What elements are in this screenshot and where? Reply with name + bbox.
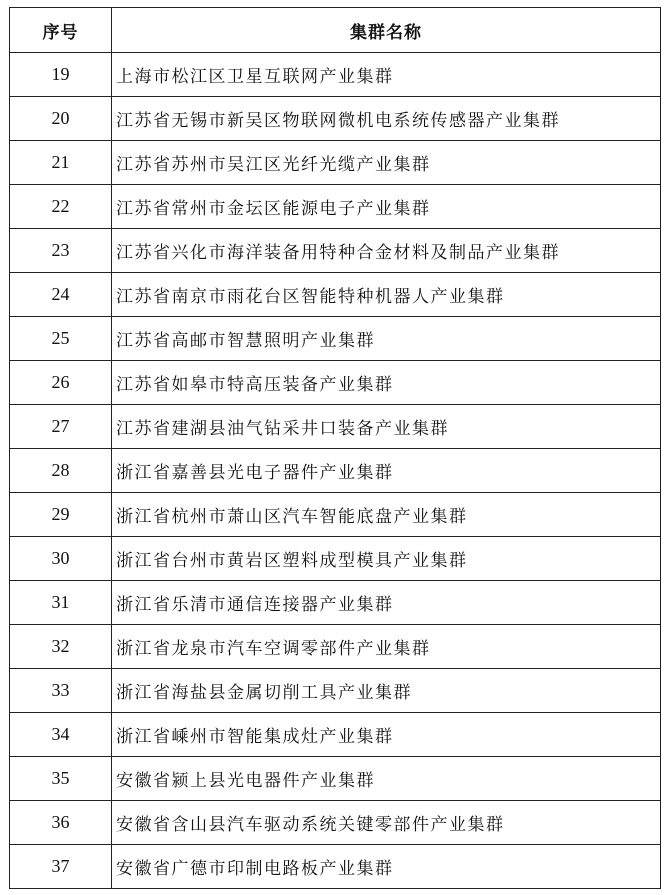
table-row: [10, 449, 661, 493]
row-number: 32: [10, 625, 112, 669]
row-number: 24: [10, 273, 112, 317]
cluster-name: 江苏省兴化市海洋装备用特种合金材料及制品产业集群: [112, 229, 661, 273]
table-row: [10, 713, 661, 757]
table-row: [10, 669, 661, 713]
cluster-name: 江苏省常州市金坛区能源电子产业集群: [112, 185, 661, 229]
cluster-name: 江苏省建湖县油气钻采井口装备产业集群: [112, 405, 661, 449]
cluster-name: 安徽省广德市印制电路板产业集群: [112, 845, 661, 889]
table-row: [10, 581, 661, 625]
cluster-name: 浙江省龙泉市汽车空调零部件产业集群: [112, 625, 661, 669]
cluster-name: 安徽省颍上县光电器件产业集群: [112, 757, 661, 801]
cluster-name: 江苏省高邮市智慧照明产业集群: [112, 317, 661, 361]
row-number: 21: [10, 141, 112, 185]
cluster-name: 江苏省苏州市吴江区光纤光缆产业集群: [112, 141, 661, 185]
table-row: [10, 537, 661, 581]
row-number: 28: [10, 449, 112, 493]
row-number: 22: [10, 185, 112, 229]
cluster-name: 江苏省如皋市特高压装备产业集群: [112, 361, 661, 405]
table-row: [10, 229, 661, 273]
table-row: [10, 97, 661, 141]
row-number: 25: [10, 317, 112, 361]
row-number: 23: [10, 229, 112, 273]
row-number: 30: [10, 537, 112, 581]
row-number: 35: [10, 757, 112, 801]
table-row: [10, 361, 661, 405]
cluster-name: 浙江省乐清市通信连接器产业集群: [112, 581, 661, 625]
cluster-name: 上海市松江区卫星互联网产业集群: [112, 53, 661, 97]
table-header-row: [10, 8, 661, 53]
table-row: [10, 273, 661, 317]
row-number: 36: [10, 801, 112, 845]
cluster-table: [9, 7, 661, 889]
cluster-name: 浙江省嘉善县光电子器件产业集群: [112, 449, 661, 493]
header-name: 集群名称: [112, 8, 661, 53]
table-row: [10, 845, 661, 889]
table-row: [10, 53, 661, 97]
row-number: 31: [10, 581, 112, 625]
cluster-name: 浙江省杭州市萧山区汽车智能底盘产业集群: [112, 493, 661, 537]
cluster-name: 浙江省海盐县金属切削工具产业集群: [112, 669, 661, 713]
row-number: 29: [10, 493, 112, 537]
cluster-name: 江苏省南京市雨花台区智能特种机器人产业集群: [112, 273, 661, 317]
table-row: [10, 625, 661, 669]
table-row: [10, 141, 661, 185]
row-number: 34: [10, 713, 112, 757]
table-row: [10, 757, 661, 801]
table-row: [10, 317, 661, 361]
row-number: 19: [10, 53, 112, 97]
table-row: [10, 185, 661, 229]
header-number: 序号: [10, 8, 112, 53]
table-row: [10, 493, 661, 537]
cluster-name: 江苏省无锡市新吴区物联网微机电系统传感器产业集群: [112, 97, 661, 141]
table-row: [10, 801, 661, 845]
table-row: [10, 405, 661, 449]
row-number: 26: [10, 361, 112, 405]
cluster-name: 安徽省含山县汽车驱动系统关键零部件产业集群: [112, 801, 661, 845]
row-number: 27: [10, 405, 112, 449]
cluster-name: 浙江省嵊州市智能集成灶产业集群: [112, 713, 661, 757]
row-number: 20: [10, 97, 112, 141]
cluster-name: 浙江省台州市黄岩区塑料成型模具产业集群: [112, 537, 661, 581]
row-number: 37: [10, 845, 112, 889]
row-number: 33: [10, 669, 112, 713]
